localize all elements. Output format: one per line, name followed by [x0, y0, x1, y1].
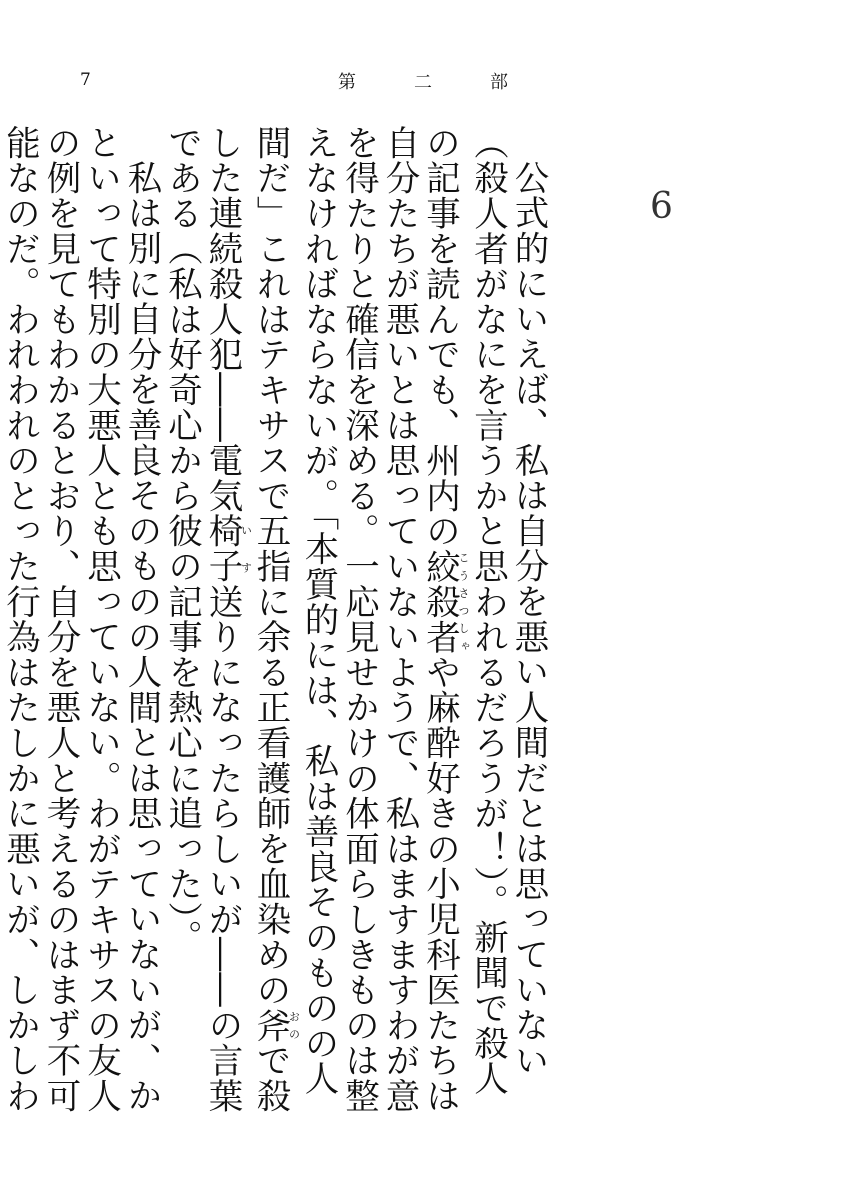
ruby-kousatsusha: 絞殺者こうさつしゃ	[419, 548, 470, 655]
text-run: 公式的にいえば、私は自分を悪い人間だとは思っていない（殺人者がなにを言うかと思われるだろうが！）。新聞で殺人の記事を読んでも、州内の	[419, 125, 548, 1097]
text-run: や麻酔好きの小児科医たちは自分たちが悪いとは思っていないようで、私はますますわが意を得たりと確信を深める。一応見せかけの体面らしきものは整えなければならないが。「本質的には、私は善良そのものの人間だ」これはテキサスで五指に余る正看護師を血染めの	[250, 125, 460, 1114]
body-text	[0, 125, 548, 1115]
running-head-char: 第	[338, 72, 356, 93]
text-run: 送りになったらしいが――の言葉である（私は好奇心から彼の記事を熱心に追った）。	[161, 125, 242, 1114]
ruby-isu: 椅子いす	[202, 513, 253, 584]
running-head	[338, 68, 508, 94]
running-head-char: 二	[414, 72, 432, 93]
paragraph-2: 私は別に自分を善良そのものの人間とは思っていないが、かといって特別の大悪人とも思っていない。わがテキサスの友人の例を見てもわかるとおり、自分を悪人と考えるのはまず不可能なのだ。われわれのとった行為はたしかに悪いが、しかしわ	[0, 125, 161, 1114]
ruby-text: こうさつしゃ	[457, 548, 470, 655]
running-head-char: 部	[490, 72, 508, 93]
ruby-ono: 斧おの	[250, 1007, 301, 1043]
chapter-number: 6	[650, 186, 673, 227]
ruby-text: おの	[287, 1007, 301, 1043]
paragraph-1	[161, 125, 548, 1115]
ruby-text: いす	[239, 513, 253, 584]
page-number: 7	[80, 70, 91, 90]
text-run: で殺した連続殺人犯――電気	[202, 125, 290, 1114]
